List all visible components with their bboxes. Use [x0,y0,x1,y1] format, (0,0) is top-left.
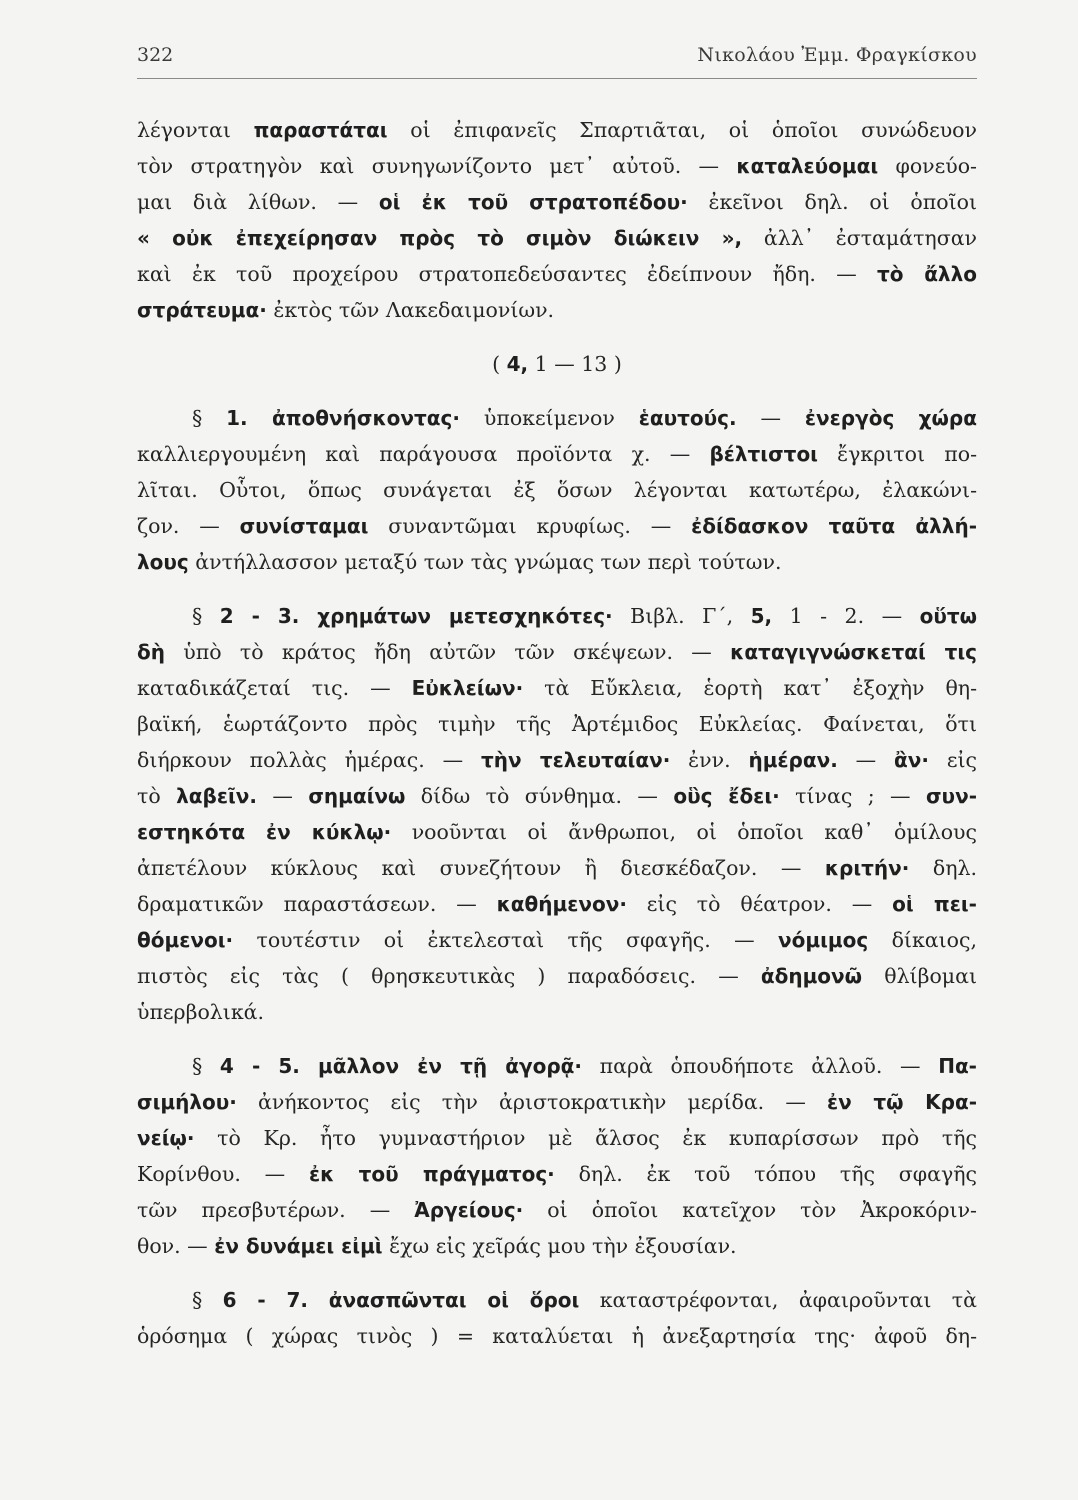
lemma: « οὐκ ἐπεχείρησαν πρὸς τὸ σιμὸν διώκειν », [137,226,743,250]
gloss-text: φονεύο- [878,154,977,178]
lemma: βέλτιστοι [709,442,818,466]
text-line [137,508,977,544]
gloss-text: 1 — 13 ) [528,352,622,376]
lemma: στράτευμα· [137,298,267,322]
gloss-text: τὰ Εὔκλεια, ἑορτὴ κατ᾽ ἐξοχὴν θη- [523,676,977,700]
gloss-text: παρὰ ὁπουδήποτε ἀλλοῦ. — [581,1054,939,1078]
text-line [137,850,977,886]
lemma: Εὐκλείων· [411,676,524,700]
text-line [137,472,977,508]
lemma: οὕτω [919,604,977,628]
gloss-text: καλλιεργουμένη καὶ παράγουσα προϊόντα χ. — [137,442,710,466]
gloss-text: ( [492,352,507,376]
text-line [137,112,977,148]
text-line [137,436,977,472]
text-line [137,400,977,436]
text-line [137,634,977,670]
text-line [137,292,977,328]
gloss-text: 1 - 2. — [772,604,920,628]
lemma: ἐκ τοῦ πράγματος· [309,1162,555,1186]
lemma: ἐνεργὸς χώρα [804,406,977,430]
lemma: λαβεῖν. [176,784,257,808]
lemma: σημαίνω [308,784,406,808]
running-head: Νικολάου Ἐμμ. Φραγκίσκου [697,44,977,66]
lemma: 6 - 7. ἀνασπῶνται οἱ ὅροι [222,1288,580,1312]
gloss-text: ἀπετέλουν κύκλους καὶ συνεζήτουν ἢ διεσκέδαζον. — [137,856,825,880]
text-line [137,148,977,184]
lemma: Πα- [938,1054,977,1078]
gloss-text: πιστὸς εἰς τὰς ( θρησκευτικὰς ) παραδόσεις. — [137,964,761,988]
text-line [137,1048,977,1084]
text-line [137,1120,977,1156]
lemma: ἑαυτούς. [638,406,737,430]
gloss-text: § [192,1288,223,1312]
lemma: εστηκότα ἐν κύκλῳ· [137,820,392,844]
gloss-text: οἱ ὁποῖοι κατεῖχον τὸν Ἀκροκόριν- [523,1198,977,1222]
lemma: οἱ πει- [892,892,977,916]
gloss-text: — [837,748,895,772]
lemma: ἂν· [894,748,929,772]
gloss-text: δηλ. ἐκ τοῦ τόπου τῆς σφαγῆς [554,1162,977,1186]
text-line [137,1318,977,1354]
lemma: κριτήν· [824,856,910,880]
gloss-text: τίνας ; — [779,784,926,808]
gloss-text: ὑπὸ τὸ κράτος ἤδη αὐτῶν τῶν σκέψεων. — [164,640,731,664]
gloss-text: ἔχω εἰς χεῖράς μου τὴν ἐξουσίαν. [382,1234,737,1258]
gloss-text: τὸν στρατηγὸν καὶ συνηγωνίζοντο μετ᾽ αὐτοῦ. — [137,154,737,178]
lemma: οὓς ἔδει· [673,784,780,808]
text-line [137,346,977,382]
gloss-text: τὸ [137,784,177,808]
gloss-text: εἰς [929,748,977,772]
lemma: Ἀργείους· [414,1198,524,1222]
lemma: νόμιμος [778,928,869,952]
lemma: θόμενοι· [137,928,234,952]
text-line [137,184,977,220]
gloss-text: ὑπερβολικά. [137,1000,265,1024]
lemma: καθήμενον· [496,892,627,916]
text-line [137,1282,977,1318]
lemma: παραστάται [253,118,388,142]
gloss-text: θον. — [137,1234,215,1258]
gloss-text: δίκαιος, [868,928,977,952]
gloss-text: Κορίνθου. — [137,1162,309,1186]
lemma: συν- [925,784,977,808]
lemma: καταγιγνώσκεταί τις [730,640,977,664]
gloss-text: Βιβλ. Γ΄, [612,604,751,628]
text-line [137,742,977,778]
lemma: 2 - 3. χρημάτων μετεσχηκότες· [219,604,613,628]
lemma: τὴν τελευταίαν· [480,748,671,772]
gloss-text: τουτέστιν οἱ ἐκτελεσταὶ τῆς σφαγῆς. — [233,928,779,952]
text-line [137,814,977,850]
text-line [137,670,977,706]
gloss-text: ἔγκριτοι πο- [817,442,977,466]
gloss-text: καὶ ἐκ τοῦ προχείρου στρατοπεδεύσαντες ἐδείπνουν ἤδη. — [137,262,877,286]
gloss-text: συναντῶμαι κρυφίως. — [368,514,692,538]
text-line [137,256,977,292]
text-line [137,598,977,634]
text-line [137,220,977,256]
gloss-text: θλίβομαι [862,964,977,988]
lemma: ἡμέραν. [748,748,838,772]
gloss-text: ὑποκείμενον [460,406,639,430]
text-line [137,958,977,994]
lemma: 4 - 5. μᾶλλον ἐν τῇ ἀγορᾷ· [219,1054,582,1078]
lemma: 1. ἀποθνήσκοντας· [226,406,460,430]
lemma: ἐν τῷ Κρα- [827,1090,977,1114]
text-line [137,778,977,814]
gloss-text: — [256,784,309,808]
lemma: καταλεύομαι [736,154,879,178]
gloss-text: ἐκεῖνοι δηλ. οἱ ὁποῖοι [687,190,977,214]
gloss-text: δηλ. [909,856,977,880]
text-line [137,1084,977,1120]
lemma: 5, [750,604,773,628]
lemma: ἐδίδασκον ταῦτα ἀλλή- [691,514,977,538]
text-line [137,994,977,1030]
lemma: ἀδημονῶ [760,964,863,988]
page-header [137,44,977,74]
text-line [137,1156,977,1192]
text-line [137,706,977,742]
gloss-text: τῶν πρεσβυτέρων. — [137,1198,415,1222]
gloss-text: ἀντήλλασσον μεταξύ των τὰς γνώμας των περὶ τούτων. [188,550,782,574]
header-rule [137,78,977,79]
gloss-text: μαι διὰ λίθων. — [137,190,379,214]
gloss-text: δραματικῶν παραστάσεων. — [137,892,497,916]
gloss-text: εἰς τὸ θέατρον. — [626,892,893,916]
lemma: σιμήλου· [137,1090,237,1114]
gloss-text: ζον. — [137,514,240,538]
lemma: συνίσταμαι [239,514,369,538]
gloss-text: § [192,406,227,430]
text-line [137,922,977,958]
gloss-text: καταδικάζεταί τις. — [137,676,412,700]
lemma: νείῳ· [137,1126,195,1150]
gloss-text: — [736,406,805,430]
gloss-text: λῖται. Οὗτοι, ὅπως συνάγεται ἐξ ὅσων λέγονται κατωτέρω, ἐλακώνι- [137,478,977,502]
lemma: δὴ [137,640,165,664]
lemma: λους [137,550,189,574]
gloss-text: νοοῦνται οἱ ἄνθρωποι, οἱ ὁποῖοι καθ᾽ ὁμίλους [391,820,977,844]
gloss-text: ἀλλ᾽ ἐσταμάτησαν [742,226,977,250]
text-line [137,886,977,922]
gloss-text: ἐκτὸς τῶν Λακεδαιμονίων. [266,298,555,322]
lemma: ἐν δυνάμει εἰμὶ [214,1234,383,1258]
gloss-text: βαϊκή, ἑωρτάζοντο πρὸς τιμὴν τῆς Ἀρτέμιδος Εὐκλείας. Φαίνεται, ὅτι [137,712,977,736]
gloss-text: διήρκουν πολλὰς ἡμέρας. — [137,748,481,772]
text-line [137,1228,977,1264]
lemma: 4, [506,352,529,376]
lemma: τὸ ἄλλο [876,262,977,286]
gloss-text: λέγονται [137,118,254,142]
lemma: οἱ ἐκ τοῦ στρατοπέδου· [378,190,688,214]
gloss-text: ἀνήκοντος εἰς τὴν ἀριστοκρατικὴν μερίδα. — [236,1090,828,1114]
page-number: 322 [137,44,174,66]
gloss-text: καταστρέφονται, ἀφαιροῦνται τὰ [579,1288,977,1312]
gloss-text: ἐνν. [670,748,749,772]
gloss-text: οἱ ἐπιφανεῖς Σπαρτιᾶται, οἱ ὁποῖοι συνώδευον [387,118,977,142]
gloss-text: δίδω τὸ σύνθημα. — [405,784,674,808]
text-line [137,544,977,580]
gloss-text: τὸ Κρ. ἦτο γυμναστήριον μὲ ἄλσος ἐκ κυπαρίσσων πρὸ τῆς [194,1126,977,1150]
gloss-text: § [192,1054,220,1078]
text-line [137,1192,977,1228]
gloss-text: ὁρόσημα ( χώρας τινὸς ) = καταλύεται ἡ ἀνεξαρτησία της· ἀφοῦ δη- [137,1324,977,1348]
gloss-text: § [192,604,220,628]
